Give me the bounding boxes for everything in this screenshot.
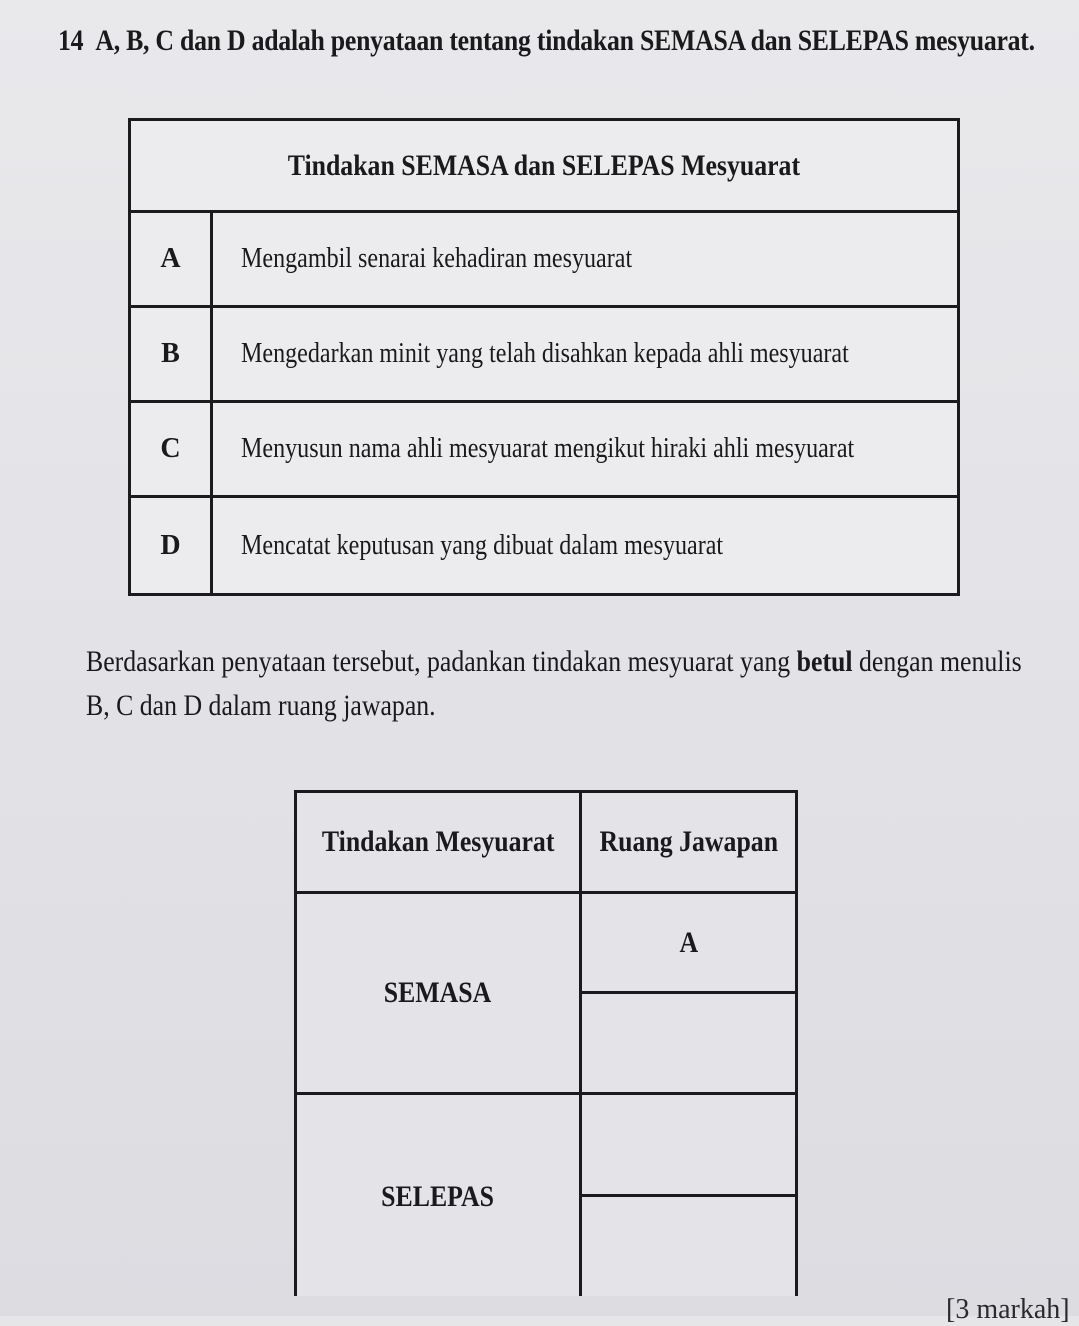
statement-text: Mencatat keputusan yang dibuat dalam mesyuarat — [241, 529, 724, 561]
category-semasa: SEMASA — [384, 976, 492, 1009]
question-text: A, B, C dan D adalah penyataan tentang tindakan SEMASA dan SELEPAS mesyuarat. — [95, 24, 1035, 57]
question-number: 14 — [58, 24, 84, 57]
statement-row-d — [131, 498, 957, 593]
answer-box-selepas-1[interactable] — [582, 1095, 795, 1194]
statement-row-a — [131, 213, 957, 308]
answer-box-selepas-2[interactable] — [582, 1197, 795, 1299]
statement-row-c — [131, 403, 957, 498]
answer-box-semasa-1[interactable]: A — [679, 925, 698, 959]
category-selepas: SELEPAS — [381, 1180, 495, 1213]
statements-table-title: Tindakan SEMASA dan SELEPAS Mesyuarat — [131, 121, 957, 213]
statement-text: Menyusun nama ahli mesyuarat mengikut hiraki ahli mesyuarat — [241, 433, 855, 464]
marks-label: [3 markah] — [946, 1294, 1070, 1325]
instruction-text: Berdasarkan penyataan tersebut, padankan tindakan mesyuarat yang betul dengan menulis B, C dan D dalam ruang jawapan. — [86, 645, 1022, 722]
statement-text: Mengambil senarai kehadiran mesyuarat — [241, 243, 633, 274]
statement-text: Mengedarkan minit yang telah disahkan kepada ahli mesyuarat — [241, 338, 849, 369]
statement-letter: B — [131, 308, 213, 400]
answer-box-semasa-2[interactable] — [582, 994, 795, 1092]
answer-table — [294, 790, 798, 1296]
header-tindakan-mesyuarat: Tindakan Mesyuarat — [321, 825, 555, 858]
statement-letter: D — [131, 498, 213, 593]
statement-row-b — [131, 308, 957, 403]
statement-letter: C — [131, 403, 213, 495]
emphasis-betul: betul — [796, 645, 853, 678]
statements-table — [128, 118, 960, 596]
statement-letter: A — [131, 213, 213, 305]
header-ruang-jawapan: Ruang Jawapan — [599, 825, 778, 858]
question-14 — [58, 24, 1035, 58]
